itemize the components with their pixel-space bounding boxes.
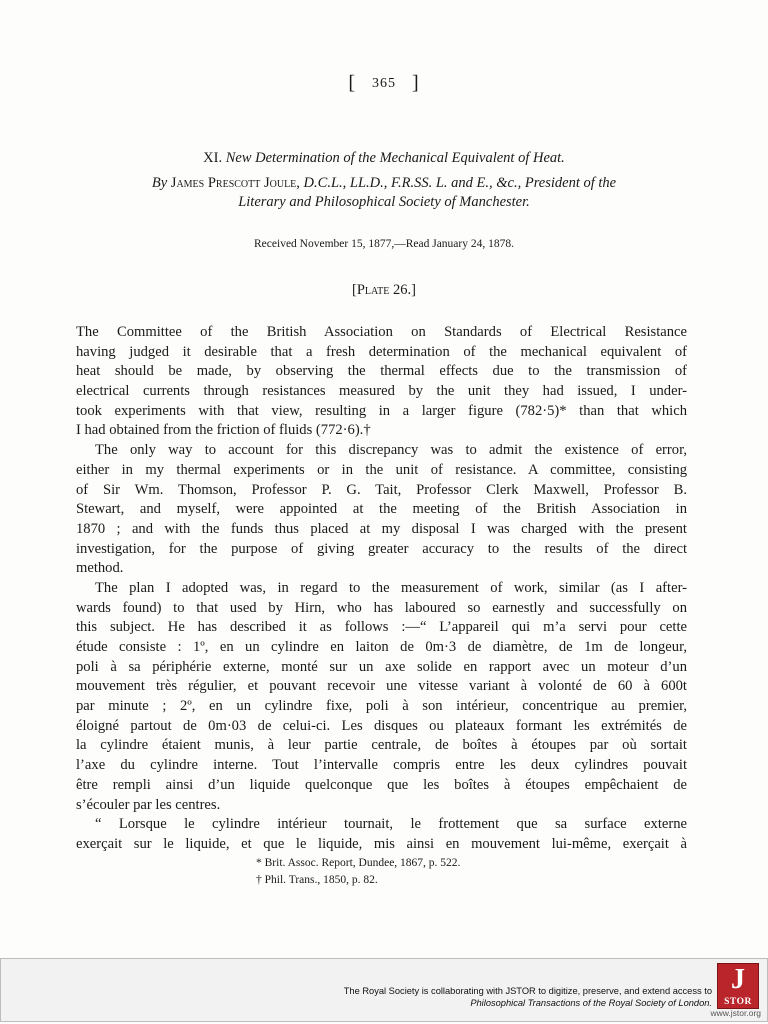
author-society: Literary and Philosophical Society of Manchester. (238, 194, 530, 210)
text-line: of Sir Wm. Thomson, Professor P. G. Tait, Professor Clerk Maxwell, Professor B. (76, 481, 687, 498)
received-date: Received November 15, 1877,—Read January 24, 1878. (254, 238, 514, 250)
paragraph-4 (76, 815, 687, 854)
text-line: exerçait sur le liquide, et que le liquide, mis ainsi en mouvement lui-même, exerçait à (76, 835, 687, 852)
jstor-logo-text: STOR (724, 997, 752, 1007)
jstor-logo[interactable] (717, 963, 759, 1009)
text-line: “ Lorsque le cylindre intérieur tournait, le frottement que sa surface externe (95, 816, 687, 833)
text-line: s’écouler par les centres. (76, 796, 221, 813)
text-line: l’axe du cylindre interne. Tout l’intervalle compris entre les deux cylindres pouvait (76, 757, 687, 774)
page-number-value: 365 (372, 76, 396, 91)
text-line: par minute ; 2º, en un cylindre fixe, poli à son intérieur, concentrique au premier, (76, 698, 687, 715)
jstor-banner (0, 958, 768, 1022)
text-line: poli à sa périphérie externe, monté sur un axe solide en rapport avec un moteur d’un (76, 658, 687, 675)
jstor-notice (344, 985, 712, 1009)
paper-title: XI. New Determination of the Mechanical Equivalent of Heat. (203, 150, 565, 166)
text-line: 1870 ; and with the funds thus placed at my disposal I was charged with the present (76, 520, 687, 537)
page-number: [ 365 ] (348, 72, 420, 94)
footnote: † Phil. Trans., 1850, p. 82. (256, 874, 378, 886)
author-name: James Prescott Joule, (170, 175, 300, 191)
text-line: mouvement très régulier, et pouvant recevoir une vitesse variant à volonté de 60 à 600t (76, 678, 687, 695)
text-line: The only way to account for this discrepancy was to admit the existence of error, (95, 442, 687, 459)
jstor-logo-letter: J (731, 964, 745, 995)
text-line: être rempli ainsi d’un liquide quelconque que les boîtes à étoupes empêchaient de (76, 776, 687, 793)
paragraph-1 (76, 323, 687, 441)
text-line: took experiments with that view, resulting in a larger figure (782·5)* than that which (76, 402, 687, 419)
text-line: wards found) to that used by Hirn, who has laboured so earnestly and successfully on (76, 599, 687, 616)
jstor-notice-line2[interactable]: Philosophical Transactions of the Royal Society of London. (470, 998, 712, 1008)
text-line: this subject. He has described it as follows :—“ L’appareil qui m’a servi pour cette (76, 619, 687, 636)
text-line: éloigné partout de 0m·03 de celui-ci. Les disques ou plateaux formant les extrémités de (76, 717, 687, 734)
paragraph-3 (76, 579, 687, 815)
text-line: either in my thermal experiments or in the unit of resistance. A committee, consisting (76, 461, 687, 478)
byline-prefix: By (151, 175, 168, 191)
text-line: The plan I adopted was, in regard to the measurement of work, similar (as I after- (95, 579, 687, 596)
footnote: * Brit. Assoc. Report, Dundee, 1867, p. 522. (256, 857, 461, 869)
article-body (76, 323, 687, 855)
plate-reference: [Plate 26.] (352, 282, 416, 298)
text-line: investigation, for the purpose of giving greater accuracy to the results of the direct (76, 540, 687, 557)
footnotes (256, 855, 656, 889)
text-line: Stewart, and myself, were appointed at the meeting of the British Association in (76, 501, 687, 518)
text-line: étude consiste : 1º, en un cylindre en laiton de 0m·3 de diamètre, de 1m de longeur, (76, 639, 687, 655)
jstor-notice-line1: The Royal Society is collaborating with JSTOR to digitize, preserve, and extend access to (343, 986, 712, 996)
text-line: The Committee of the British Association on Standards of Electrical Resistance (76, 324, 687, 340)
text-line: heat should be made, by observing the thermal effects due to the transmission of (76, 363, 687, 380)
text-line: la cylindre étaient munis, à leur partie centrale, de boîtes à étoupes par où sortait (76, 737, 687, 754)
text-line: having judged it desirable that a fresh determination of the mechanical equivalent of (76, 343, 687, 360)
text-line: I had obtained from the friction of fluids (772·6).† (76, 422, 371, 439)
author-credentials: D.C.L., LL.D., F.R.SS. L. and E., &c., President of the (303, 175, 617, 191)
paragraph-2 (76, 441, 687, 579)
plate-label: Plate 26. (356, 282, 412, 298)
jstor-url-link[interactable]: www.jstor.org (710, 1008, 761, 1018)
text-line: electrical currents through resistances measured by the unit they had issued, I under- (76, 383, 687, 400)
byline (60, 174, 708, 212)
text-line: method. (76, 560, 124, 577)
